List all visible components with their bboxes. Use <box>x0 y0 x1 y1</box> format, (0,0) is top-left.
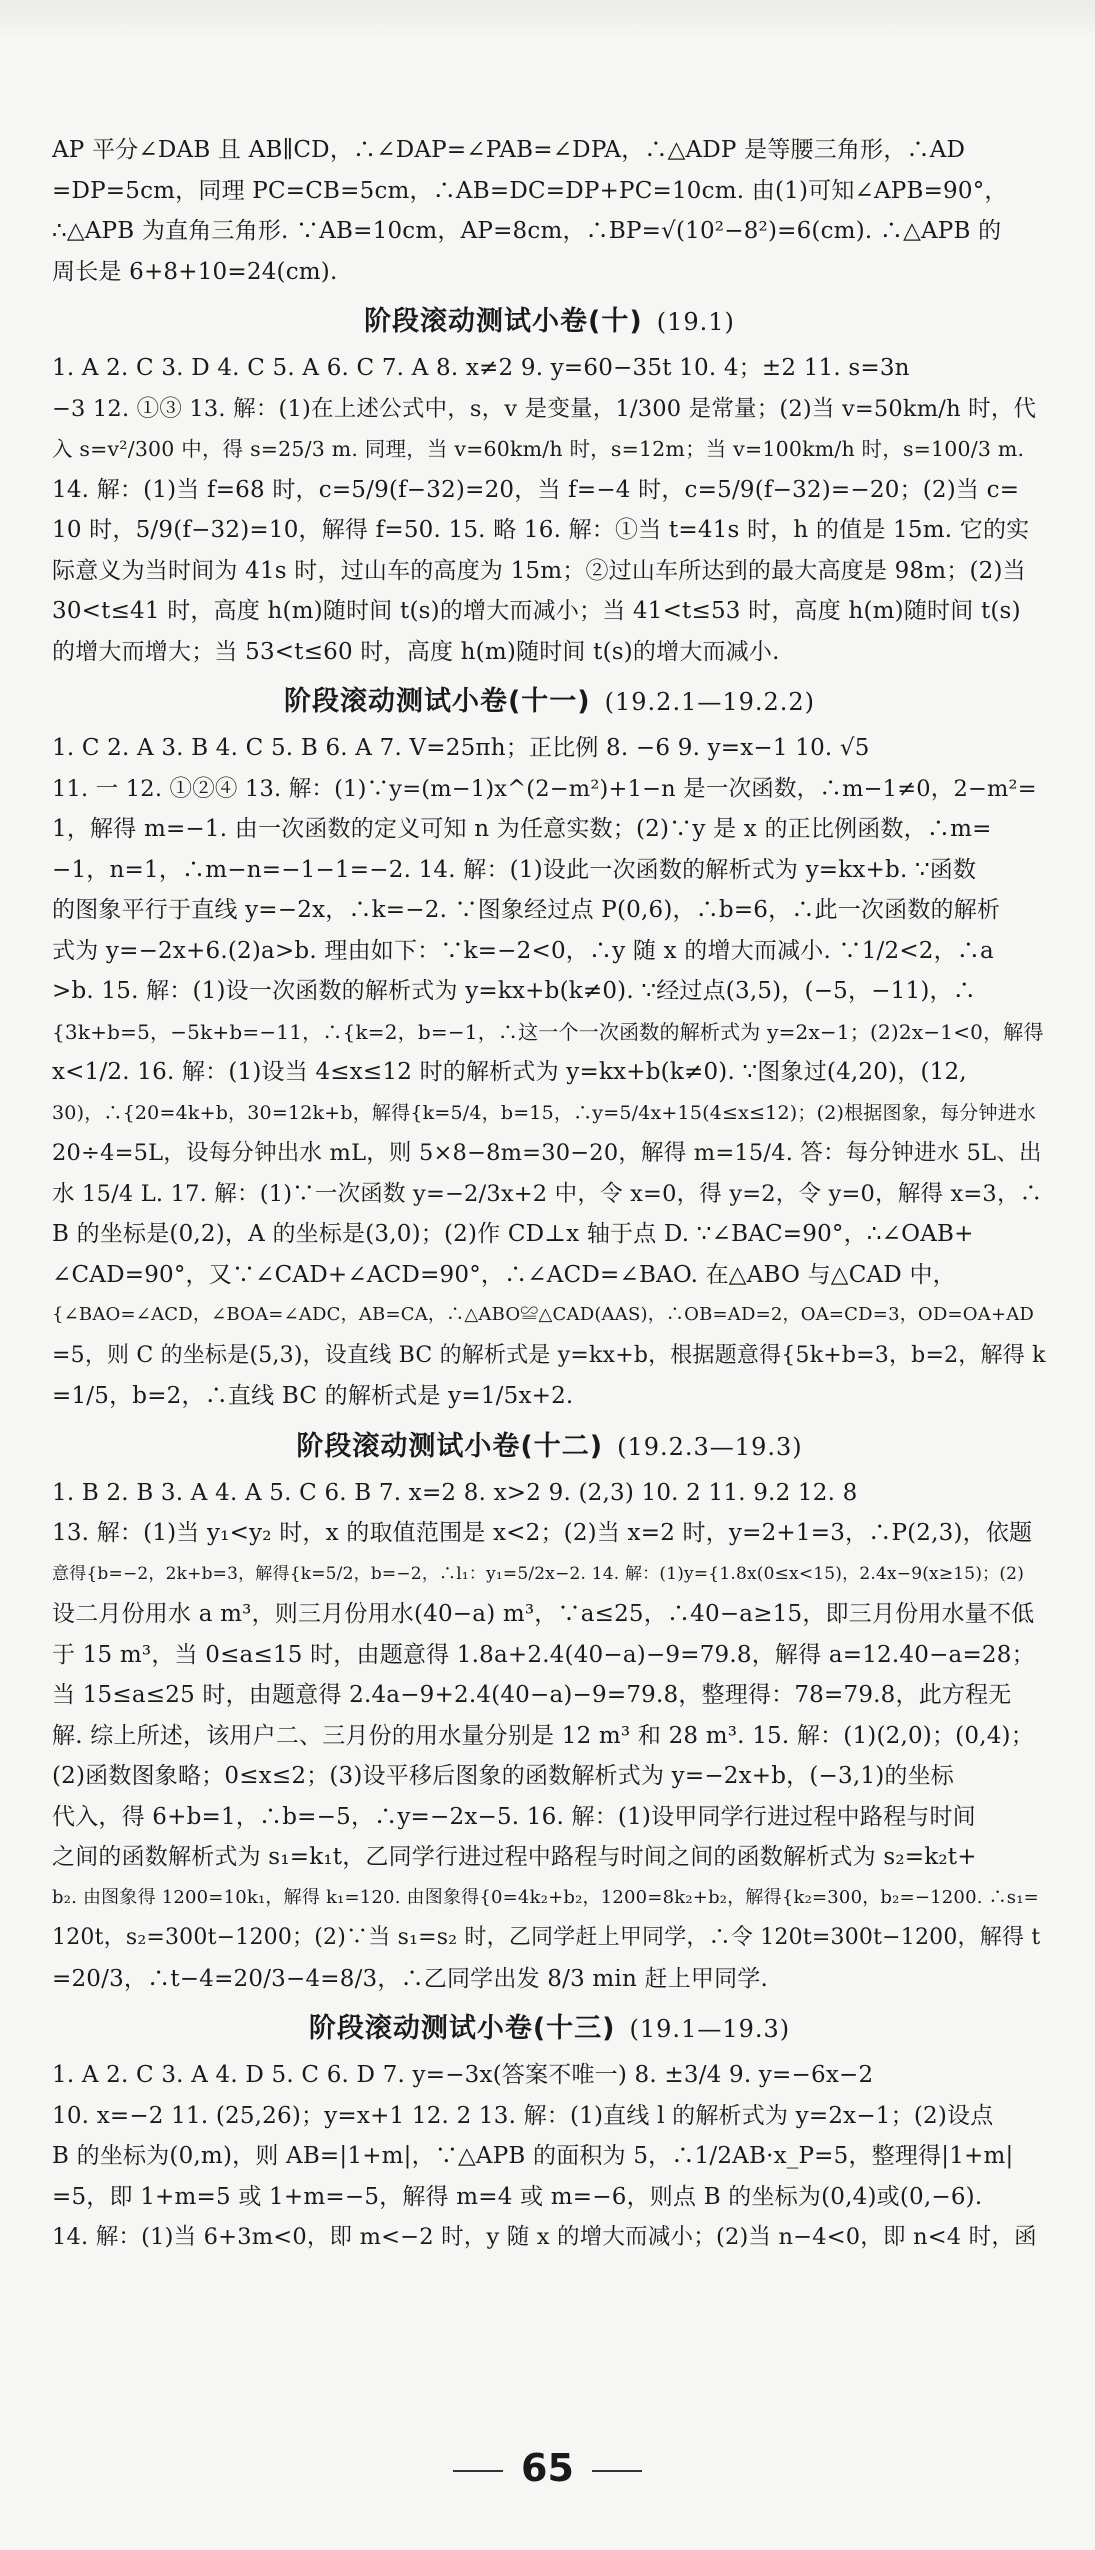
section-title <box>52 2005 1047 2053</box>
section-body <box>52 348 1047 672</box>
text-line: x<1/2. 16. 解：(1)设当 4≤x≤12 时的解析式为 y=kx+b(k≠0). ∵图象过(4,20)，(12, <box>52 1059 967 1085</box>
text-line: 14. 解：(1)当 6+3m<0，即 m<−2 时，y 随 x 的增大而减小；(2)当 n−4<0，即 n<4 时，函 <box>52 2224 1037 2250</box>
text-line: =5，即 1+m=5 或 1+m=−5，解得 m=4 或 m=−6，则点 B 的坐标为(0,4)或(0,−6). <box>52 2183 983 2210</box>
text-line: 解. 综上所述，该用户二、三月份的用水量分别是 12 m³ 和 28 m³. 15. 解：(1)(2,0)；(0,4)； <box>52 1722 1034 1749</box>
text-line: b₂. 由图象得 1200=10k₁，解得 k₁=120. 由图象得{0=4k₂+b₂，1200=8k₂+b₂，解得{k₂=300，b₂=−1200. ∴s₁= <box>52 1886 1039 1908</box>
text-line: 10. x=−2 11. (25,26)；y=x+1 12. 2 13. 解：(1)直线 l 的解析式为 y=2x−1；(2)设点 <box>52 2102 994 2129</box>
section-body <box>52 728 1047 1417</box>
text-line: 于 15 m³，当 0≤a≤15 时，由题意得 1.8a+2.4(40−a)−9=79.8，解得 a=12.40−a=28； <box>52 1641 1035 1668</box>
text-line: 代入，得 6+b=1，∴b=−5，∴y=−2x−5. 16. 解：(1)设甲同学行进过程中路程与时间 <box>52 1803 976 1830</box>
text-line: 的增大而增大；当 53<t≤60 时，高度 h(m)随时间 t(s)的增大而减小. <box>52 638 780 665</box>
text-line: B 的坐标为(0,m)，则 AB=|1+m|，∵△APB 的面积为 5，∴1/2AB·x_P=5，整理得|1+m| <box>52 2143 1014 2169</box>
text-line: AP 平分∠DAB 且 AB∥CD，∴∠DAP=∠PAB=∠DPA，∴△ADP 是等腰三角形，∴AD <box>52 137 966 163</box>
text-line: −1，n=1，∴m−n=−1−1=−2. 14. 解：(1)设此一次函数的解析式为 y=kx+b. ∵函数 <box>52 856 977 883</box>
text-line: 20÷4=5L，设每分钟出水 mL，则 5×8−8m=30−20，解得 m=15/4. 答：每分钟进水 5L、出 <box>52 1140 1042 1166</box>
text-line: 1. A 2. C 3. D 4. C 5. A 6. C 7. A 8. x≠2 9. y=60−35t 10. 4；±2 11. s=3n <box>52 355 910 381</box>
section-body <box>52 2055 1047 2258</box>
section-title <box>52 1423 1047 1471</box>
section-title-text: 阶段滚动测试小卷(十二) <box>296 1430 604 1462</box>
text-line: =1/5，b=2，∴直线 BC 的解析式是 y=1/5x+2. <box>52 1383 574 1409</box>
text-line: 30)，∴{20=4k+b，30=12k+b，解得{k=5/4，b=15，∴y=5/4x+15(4≤x≤12)；(2)根据图象，每分钟进水 <box>52 1101 1037 1124</box>
text-line: 30<t≤41 时，高度 h(m)随时间 t(s)的增大而减小；当 41<t≤53 时，高度 h(m)随时间 t(s) <box>52 598 1021 624</box>
footer-dash-left <box>453 2470 503 2472</box>
text-line: −3 12. ①③ 13. 解：(1)在上述公式中，s，v 是变量，1/300 是常量；(2)当 v=50km/h 时，代 <box>52 395 1037 422</box>
text-line: 式为 y=−2x+6.(2)a>b. 理由如下：∵k=−2<0，∴y 随 x 的增大而减小. ∵1/2<2，∴a <box>52 937 994 964</box>
text-line: 120t，s₂=300t−1200；(2)∵当 s₁=s₂ 时，乙同学赶上甲同学，∴令 120t=300t−1200，解得 t <box>52 1925 1041 1950</box>
text-line: {3k+b=5，−5k+b=−11，∴{k=2，b=−1，∴这一个一次函数的解析式为 y=2x−1；(2)2x−1<0，解得 <box>52 1019 1044 1044</box>
text-line: =20/3，∴t−4=20/3−4=8/3，∴乙同学出发 8/3 min 赶上甲同学. <box>52 1965 769 1992</box>
section-title-text: 阶段滚动测试小卷(十) <box>364 306 643 337</box>
text-line: 1. C 2. A 3. B 4. C 5. B 6. A 7. V=25πh；正比例 8. −6 9. y=x−1 10. √5 <box>52 735 870 761</box>
section-title-text: 阶段滚动测试小卷(十一) <box>283 686 591 717</box>
section-range: (19.1—19.3) <box>629 2015 791 2043</box>
text-line: 的图象平行于直线 y=−2x，∴k=−2. ∵图象经过点 P(0,6)，∴b=6，∴此一次函数的解析 <box>52 897 1001 923</box>
section-range: (19.2.1—19.2.2) <box>604 688 816 716</box>
page-edge-shadow <box>0 0 1095 40</box>
section-body <box>52 1473 1047 2000</box>
text-line: =DP=5cm，同理 PC=CB=5cm，∴AB=DC=DP+PC=10cm. 由(1)可知∠APB=90°， <box>52 177 1008 204</box>
section-range: (19.2.3—19.3) <box>617 1432 803 1461</box>
text-line: 当 15≤a≤25 时，由题意得 2.4a−9+2.4(40−a)−9=79.8，整理得：78=79.8，此方程无 <box>52 1682 1012 1708</box>
text-line: B 的坐标是(0,2)，A 的坐标是(3,0)；(2)作 CD⊥x 轴于点 D. ∵∠BAC=90°，∴∠OAB+ <box>52 1221 974 1247</box>
text-line: 意得{b=−2，2k+b=3，解得{k=5/2，b=−2，∴l₁：y₁=5/2x−2. 14. 解：(1)y={1.8x(0≤x<15)，2.4x−9(x≥15)；(2) <box>52 1563 1025 1584</box>
intro-paragraph <box>52 130 1047 292</box>
page-number <box>0 2446 1095 2490</box>
text-line: 1. B 2. B 3. A 4. A 5. C 6. B 7. x=2 8. x>2 9. (2,3) 10. 2 11. 9.2 12. 8 <box>52 1479 858 1506</box>
text-line: ∴△APB 为直角三角形. ∵AB=10cm，AP=8cm，∴BP=√(10²−8²)=6(cm). ∴△APB 的 <box>52 218 1002 244</box>
text-line: 13. 解：(1)当 y₁<y₂ 时，x 的取值范围是 x<2；(2)当 x=2 时，y=2+1=3，∴P(2,3)，依题 <box>52 1520 1033 1546</box>
text-line: >b. 15. 解：(1)设一次函数的解析式为 y=kx+b(k≠0). ∵经过点(3,5)，(−5，−11)，∴ <box>52 978 976 1004</box>
footer-dash-right <box>592 2470 642 2472</box>
section-title-text: 阶段滚动测试小卷(十三) <box>308 2013 616 2044</box>
text-line: 10 时，5/9(f−32)=10，解得 f=50. 15. 略 16. 解：①当 t=41s 时，h 的值是 15m. 它的实 <box>52 517 1030 543</box>
text-line: =5，则 C 的坐标是(5,3)，设直线 BC 的解析式是 y=kx+b，根据题意得{5k+b=3，b=2，解得 k <box>52 1342 1046 1368</box>
text-line: {∠BAO=∠ACD，∠BOA=∠ADC，AB=CA，∴△ABO≌△CAD(AAS)，∴OB=AD=2，OA=CD=3，OD=OA+AD <box>52 1304 1035 1325</box>
section-title <box>52 678 1047 726</box>
text-line: 1，解得 m=−1. 由一次函数的定义可知 n 为任意实数；(2)∵y 是 x 的正比例函数，∴m= <box>52 816 992 842</box>
text-line: 水 15/4 L. 17. 解：(1)∵一次函数 y=−2/3x+2 中，令 x=0，得 y=2，令 y=0，解得 x=3，∴ <box>52 1180 1043 1207</box>
section-title <box>52 298 1047 346</box>
text-line: 1. A 2. C 3. A 4. D 5. C 6. D 7. y=−3x(答案不唯一) 8. ±3/4 9. y=−6x−2 <box>52 2062 874 2088</box>
text-line: 际意义为当时间为 41s 时，过山车的高度为 15m；②过山车所达到的最大高度是 98m；(2)当 <box>52 557 1026 584</box>
section-range: (19.1) <box>656 308 735 336</box>
text-line: 入 s=v²/300 中，得 s=25/3 m. 同理，当 v=60km/h 时，s=12m；当 v=100km/h 时，s=100/3 m. <box>52 437 1025 461</box>
text-line: (2)函数图象略；0≤x≤2；(3)设平移后图象的函数解析式为 y=−2x+b，(−3,1)的坐标 <box>52 1763 954 1789</box>
text-line: 11. 一 12. ①②④ 13. 解：(1)∵y=(m−1)x^(2−m²)+1−n 是一次函数，∴m−1≠0，2−m²= <box>52 775 1037 802</box>
page-number-text: 65 <box>521 2446 574 2490</box>
text-line: ∠CAD=90°，又∵∠CAD+∠ACD=90°，∴∠ACD=∠BAO. 在△ABO 与△CAD 中， <box>52 1261 956 1288</box>
text-line: 之间的函数解析式为 s₁=k₁t，乙同学行进过程中路程与时间之间的函数解析式为 s₂=k₂t+ <box>52 1844 977 1870</box>
text-line: 周长是 6+8+10=24(cm). <box>52 258 338 285</box>
text-line: 设二月份用水 a m³，则三月份用水(40−a) m³，∵a≤25，∴40−a≥15，即三月份用水量不低 <box>52 1601 1035 1627</box>
text-line: 14. 解：(1)当 f=68 时，c=5/9(f−32)=20，当 f=−4 时，c=5/9(f−32)=−20；(2)当 c= <box>52 476 1020 503</box>
